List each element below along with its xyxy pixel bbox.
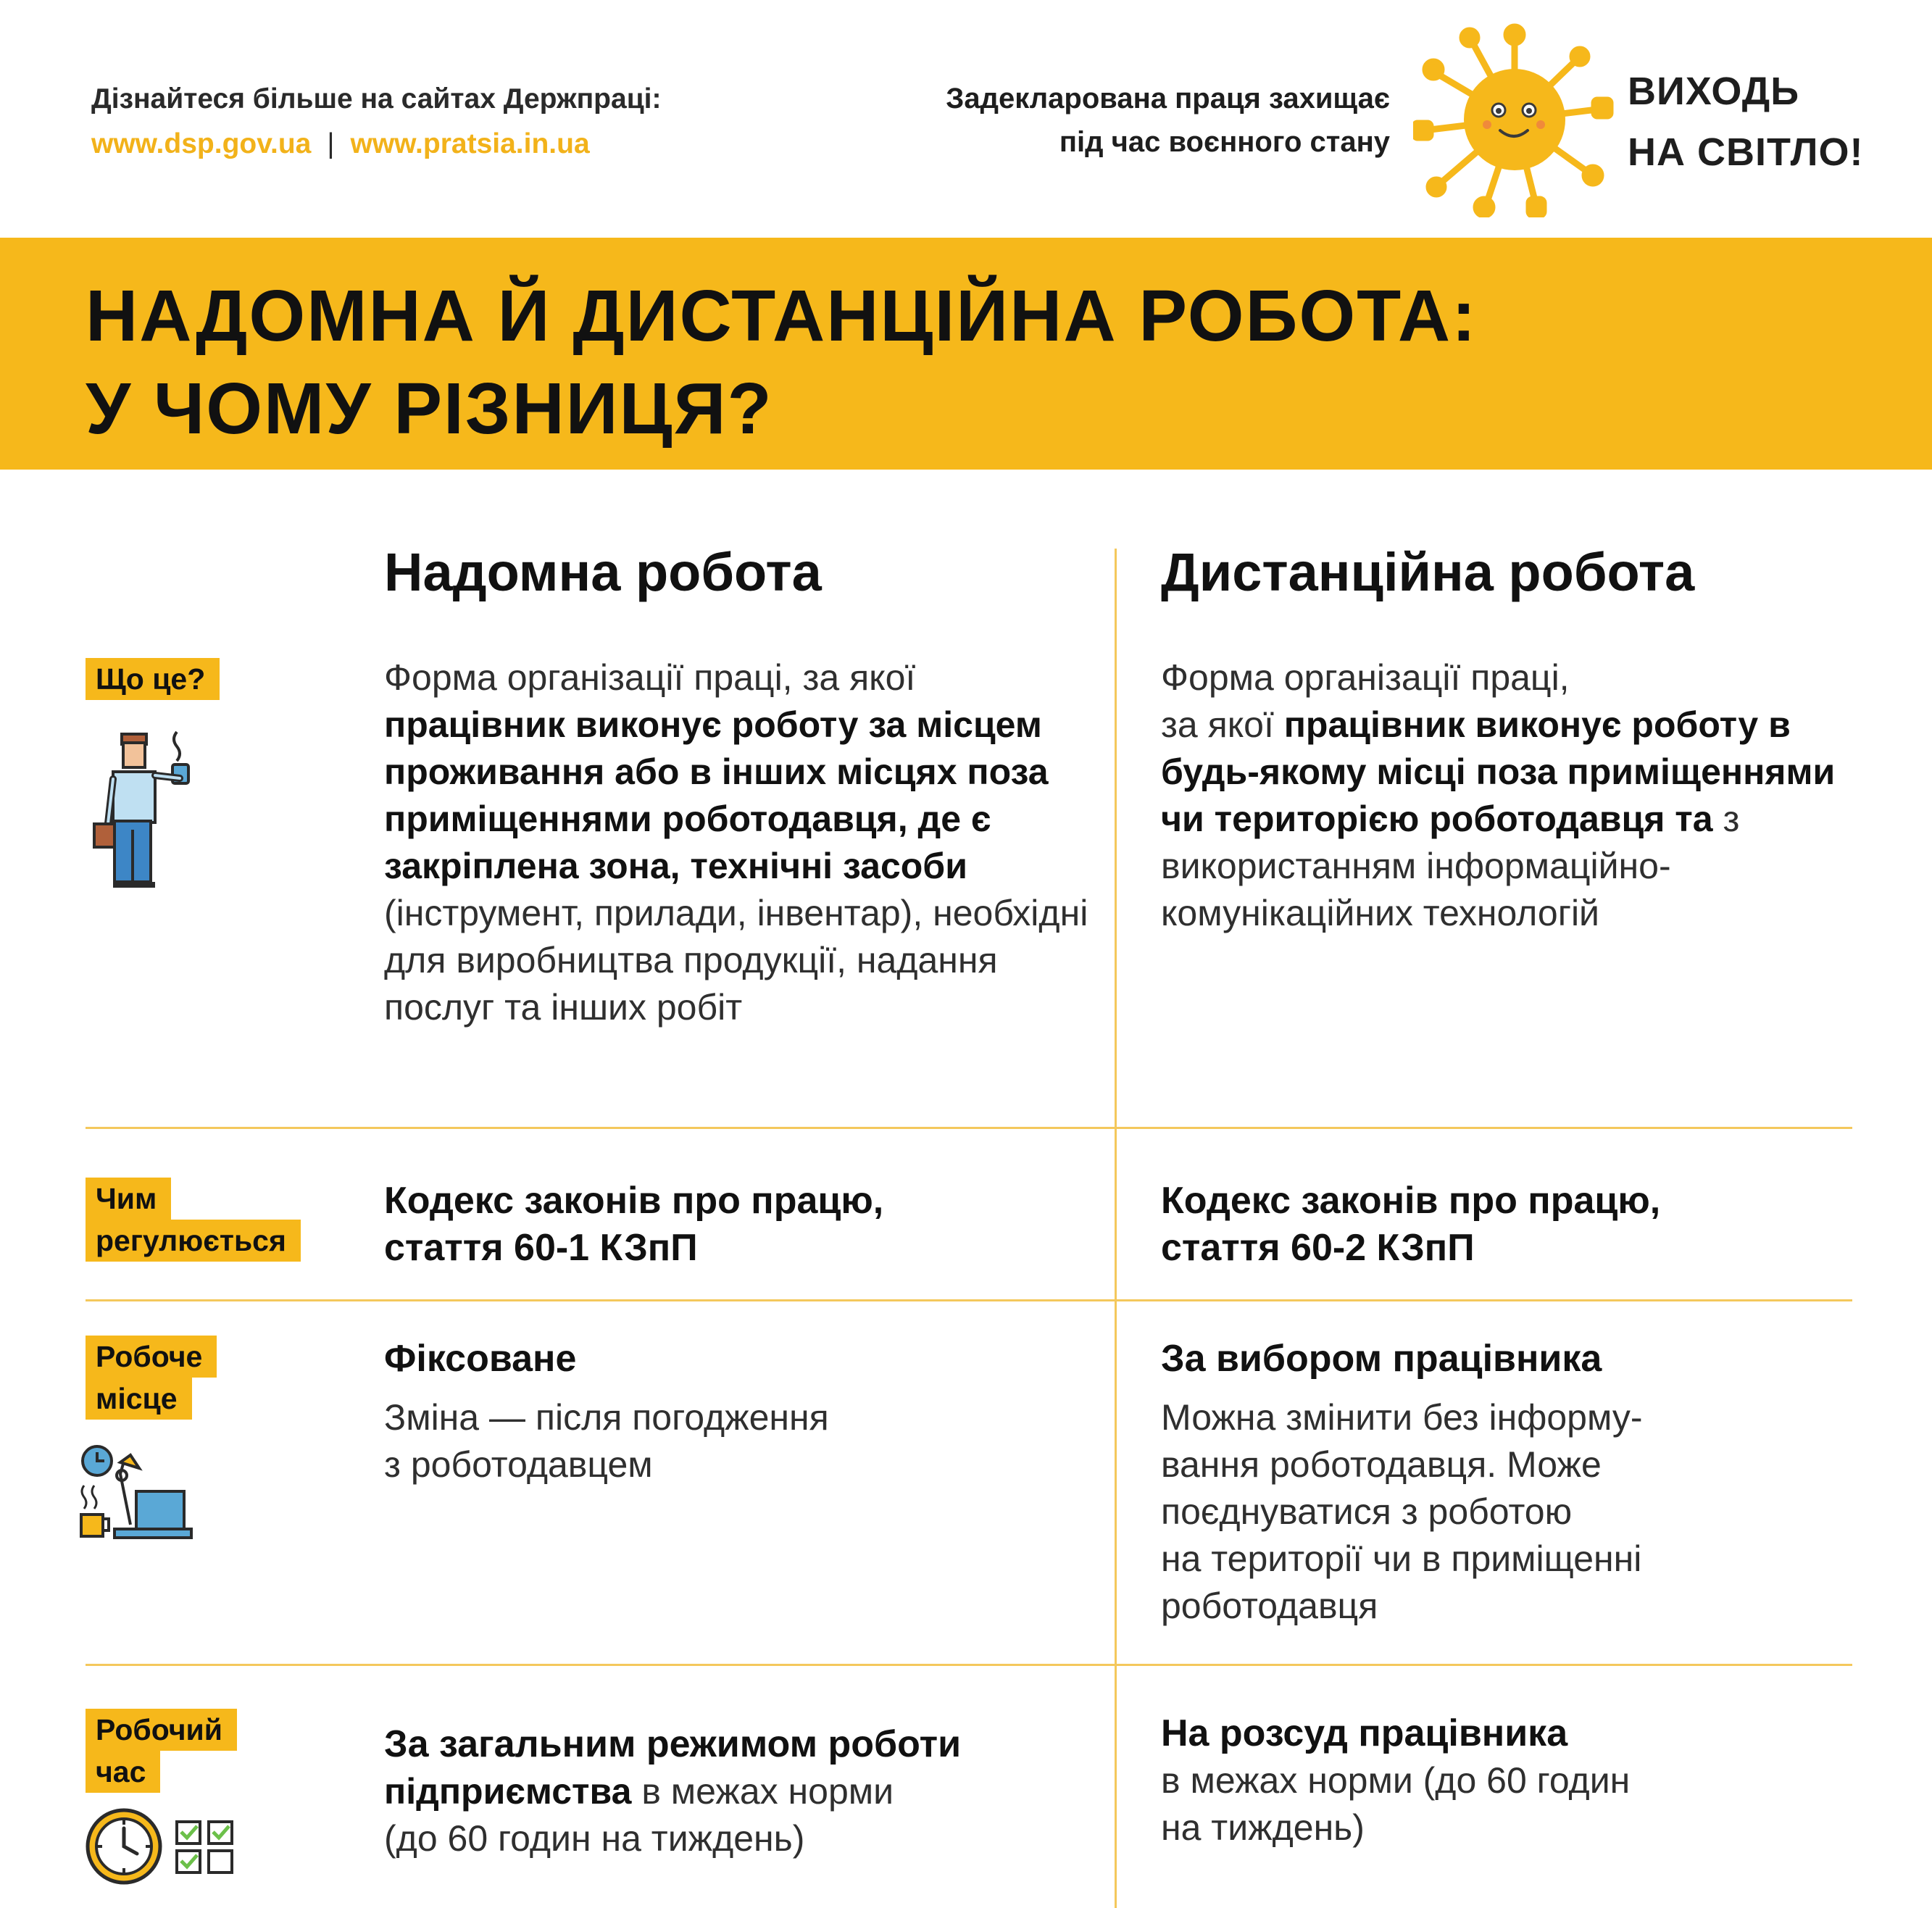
- row-label-worktime: Робочий час: [86, 1709, 237, 1793]
- column-heading-home: Надомна робота: [384, 542, 822, 602]
- row-label-workplace: Робоче місце: [86, 1336, 217, 1420]
- home-workplace-text: Зміна — після погодження з роботодавцем: [384, 1397, 829, 1485]
- desk-workspace-icon: [78, 1442, 194, 1551]
- campaign-slogan: [1628, 61, 1864, 183]
- column-divider: [1115, 549, 1117, 1908]
- page-title: [86, 270, 1477, 455]
- link-pratsia[interactable]: www.pratsia.in.ua: [350, 128, 590, 159]
- learn-more-text: Дізнайтеся більше на сайтах Держпраці:: [91, 83, 662, 114]
- column-heading-remote: Дистанційна робота: [1161, 542, 1695, 602]
- campaign-line1: ВИХОДЬ: [1628, 70, 1800, 113]
- home-definition: Форма організації праці, за якої працівник виконує роботу за місцем проживання або в інших місцях поза приміщеннями роботодавця, де є закріплена зона, технічні засоби (інструмент, прилади, інвентар), необхідні для виробництва продукції, надання послуг та інших робіт: [384, 657, 1088, 1028]
- row-divider-2: [86, 1299, 1852, 1301]
- row-divider-1: [86, 1127, 1852, 1129]
- home-regulation: Кодекс законів про працю, стаття 60-1 КЗпП: [384, 1180, 884, 1269]
- row-label-regulated: Чим регулюється: [86, 1178, 301, 1262]
- link-separator: |: [327, 128, 335, 159]
- remote-worktime: На розсуд працівника в межах норми (до 60 годин на тиждень): [1161, 1712, 1631, 1848]
- row-label-what: Що це?: [86, 658, 220, 700]
- tagline-line1: Задекларована праця захищає: [946, 83, 1390, 114]
- tagline-line2: під час воєнного стану: [1059, 126, 1390, 158]
- header-info: [91, 77, 662, 167]
- links-row: [91, 122, 662, 167]
- link-dsp[interactable]: www.dsp.gov.ua: [91, 128, 312, 159]
- remote-workplace-title: За вибором працівника: [1161, 1338, 1602, 1380]
- header-tagline: [946, 77, 1390, 164]
- remote-workplace-text: Можна змінити без інформу- вання роботодавця. Може поєднуватися з роботою на території чи в приміщенні роботодавця: [1161, 1397, 1643, 1626]
- clock-icon: [84, 1807, 164, 1886]
- campaign-line2: НА СВІТЛО!: [1628, 130, 1864, 174]
- sun-logo-icon: [1413, 22, 1616, 217]
- home-worktime: За загальним режимом роботи підприємства в межах норми (до 60 годин на тиждень): [384, 1723, 962, 1859]
- remote-definition: Форма організації праці, за якої працівник виконує роботу в будь-якому місці поза приміщеннями чи територією роботодавця та з використанням інформаційно-комунікаційних технологій: [1161, 657, 1836, 933]
- remote-regulation: Кодекс законів про працю, стаття 60-2 КЗпП: [1161, 1180, 1661, 1269]
- title-line1: НАДОМНА Й ДИСТАНЦІЙНА РОБОТА:: [86, 275, 1478, 357]
- title-line2: У ЧОМУ РІЗНИЦЯ?: [86, 368, 773, 449]
- row-divider-3: [86, 1664, 1852, 1666]
- worker-with-briefcase-icon: [91, 728, 200, 891]
- checklist-icon: [174, 1819, 236, 1877]
- home-workplace-title: Фіксоване: [384, 1338, 577, 1380]
